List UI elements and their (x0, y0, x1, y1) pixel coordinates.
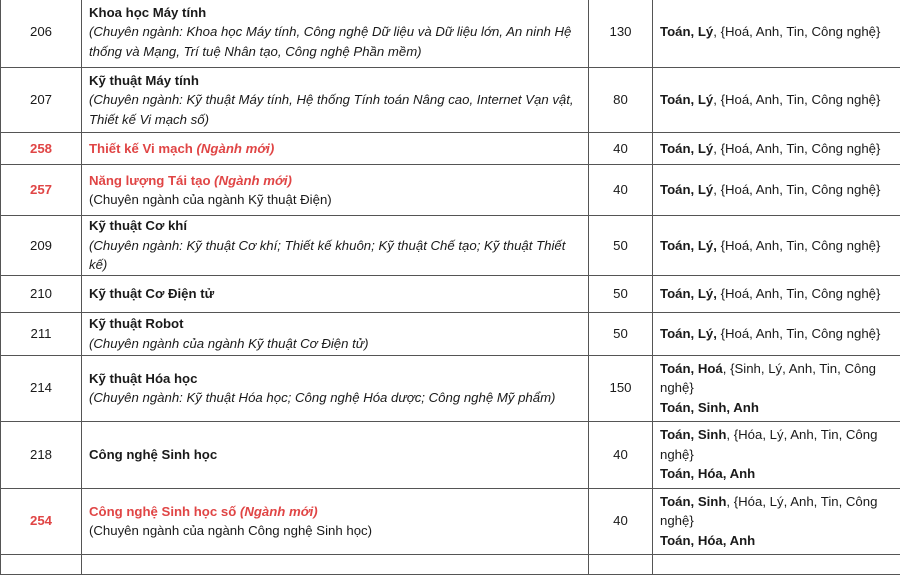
program-quota: 80 (589, 68, 653, 133)
subject-combination (653, 488, 900, 554)
subject-required: Toán, Lý, (660, 326, 717, 341)
subject-options: , {Hóa, Lý, Anh, Tin, Công (726, 427, 877, 442)
table-row (1, 421, 900, 488)
program-name-cell (82, 133, 589, 165)
table-row (1, 554, 900, 574)
program-code: 206 (1, 0, 82, 68)
program-code: 207 (1, 68, 82, 133)
table-row (1, 68, 900, 133)
table-row (1, 165, 900, 216)
program-code: 211 (1, 312, 82, 355)
program-name-cell (82, 0, 589, 68)
subject-required: Toán, Sinh (660, 427, 726, 442)
subject-options: , {Hoá, Anh, Tin, Công nghệ} (713, 92, 880, 107)
subject-options: , {Sinh, Lý, Anh, Tin, Công (723, 361, 876, 376)
subject-combination (653, 312, 900, 355)
subject-combination (653, 0, 900, 68)
program-title: Công nghệ Sinh học số (89, 504, 236, 519)
subject-alt-combination: Toán, Sinh, Anh (660, 398, 894, 418)
subject-combination (653, 68, 900, 133)
new-program-tag: (Ngành mới) (214, 173, 292, 188)
program-description: (Chuyên ngành: Kỹ thuật Máy tính, Hệ thống Tính toán Nâng cao, Internet Vạn vật, (89, 90, 582, 110)
subject-required: Toán, Lý (660, 182, 713, 197)
program-title: Kỹ thuật Cơ Điện tử (89, 286, 214, 301)
program-quota: 40 (589, 488, 653, 554)
new-program-tag: (Ngành mới) (240, 504, 318, 519)
subject-required: Toán, Lý (660, 92, 713, 107)
program-description: (Chuyên ngành: Khoa học Máy tính, Công nghệ Dữ liệu và Dữ liệu lớn, An ninh Hệ (89, 22, 582, 42)
program-code: 254 (1, 488, 82, 554)
program-name-cell (82, 68, 589, 133)
new-program-tag: (Ngành mới) (197, 141, 275, 156)
table-row (1, 0, 900, 68)
program-title: Kỹ thuật Robot (89, 314, 582, 334)
program-name-cell (82, 355, 589, 421)
subject-combination (653, 216, 900, 276)
subject-options-cont: nghệ} (660, 378, 894, 398)
subject-combination (653, 421, 900, 488)
subject-options: , {Hóa, Lý, Anh, Tin, Công (726, 494, 877, 509)
subject-required: Toán, Lý (660, 141, 713, 156)
program-title: Thiết kế Vi mạch (89, 141, 193, 156)
subject-required: Toán, Lý (660, 24, 713, 39)
subject-options: , {Hoá, Anh, Tin, Công nghệ} (713, 24, 880, 39)
subject-alt-combination: Toán, Hóa, Anh (660, 464, 894, 484)
subject-combination (653, 275, 900, 312)
program-name-cell (82, 421, 589, 488)
program-title: Kỹ thuật Hóa học (89, 369, 582, 389)
program-code: 257 (1, 165, 82, 216)
program-code: 214 (1, 355, 82, 421)
subject-combination (653, 133, 900, 165)
program-title: Kỹ thuật Cơ khí (89, 216, 582, 236)
program-name-cell (82, 488, 589, 554)
program-quota: 50 (589, 312, 653, 355)
subject-options-cont: nghệ} (660, 445, 894, 465)
program-name-cell (82, 275, 589, 312)
table-row (1, 133, 900, 165)
table-row (1, 216, 900, 276)
table-row (1, 488, 900, 554)
program-quota: 50 (589, 216, 653, 276)
subject-options-cont: nghệ} (660, 511, 894, 531)
program-title: Khoa học Máy tính (89, 3, 582, 23)
program-description: (Chuyên ngành: Kỹ thuật Hóa học; Công nghệ Hóa dược; Công nghệ Mỹ phẩm) (89, 388, 582, 408)
program-name-cell (82, 165, 589, 216)
program-title: Công nghệ Sinh học (89, 447, 217, 462)
program-quota: 130 (589, 0, 653, 68)
subject-alt-combination: Toán, Hóa, Anh (660, 531, 894, 551)
program-description: (Chuyên ngành của ngành Công nghệ Sinh học) (89, 521, 582, 541)
program-quota: 40 (589, 133, 653, 165)
subject-options: {Hoá, Anh, Tin, Công nghệ} (717, 326, 881, 341)
program-title: Năng lượng Tái tạo (89, 173, 211, 188)
subject-options: , {Hoá, Anh, Tin, Công nghệ} (713, 182, 880, 197)
program-description: (Chuyên ngành của ngành Kỹ thuật Cơ Điện tử) (89, 334, 582, 354)
subject-combination (653, 165, 900, 216)
subject-options: {Hoá, Anh, Tin, Công nghệ} (717, 286, 881, 301)
subject-required: Toán, Lý, (660, 238, 717, 253)
program-description: (Chuyên ngành: Kỹ thuật Cơ khí; Thiết kế khuôn; Kỹ thuật Chế tạo; Kỹ thuật Thiết kế) (89, 236, 582, 275)
program-quota: 40 (589, 165, 653, 216)
program-description: thống và Mạng, Trí tuệ Nhân tạo, Công nghệ Phần mềm) (89, 42, 582, 62)
program-code: 218 (1, 421, 82, 488)
table-row (1, 275, 900, 312)
program-quota: 50 (589, 275, 653, 312)
program-title: Kỹ thuật Máy tính (89, 71, 582, 91)
subject-options: , {Hoá, Anh, Tin, Công nghệ} (713, 141, 880, 156)
program-name-cell (82, 216, 589, 276)
program-code: 209 (1, 216, 82, 276)
subject-combination (653, 355, 900, 421)
subject-required: Toán, Lý, (660, 286, 717, 301)
program-code: 258 (1, 133, 82, 165)
program-description: Thiết kế Vi mạch số) (89, 110, 582, 130)
table-row (1, 355, 900, 421)
subject-options: {Hoá, Anh, Tin, Công nghệ} (717, 238, 881, 253)
subject-required: Toán, Hoá (660, 361, 723, 376)
program-description: (Chuyên ngành của ngành Kỹ thuật Điện) (89, 190, 582, 210)
program-quota: 40 (589, 421, 653, 488)
subject-required: Toán, Sinh (660, 494, 726, 509)
program-name-cell (82, 312, 589, 355)
program-code: 210 (1, 275, 82, 312)
table-row (1, 312, 900, 355)
program-quota: 150 (589, 355, 653, 421)
